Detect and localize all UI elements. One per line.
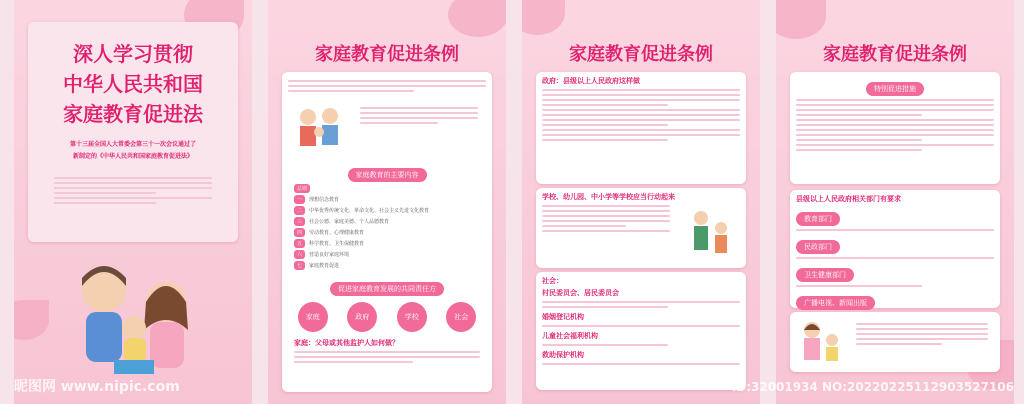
poster-subtitle-line-2: 新制定的《中华人民共和国家庭教育促进法》 bbox=[72, 153, 193, 160]
card-subheading: 村民委员会、居民委员会 bbox=[542, 289, 619, 297]
petal-decoration bbox=[522, 0, 565, 35]
card-subheading: 婚姻登记机构 bbox=[542, 313, 584, 321]
poster-panel-3 bbox=[522, 0, 760, 404]
society-card bbox=[536, 272, 746, 390]
circle-school: 学校 bbox=[397, 302, 427, 332]
content-row bbox=[294, 206, 480, 215]
row-tag: 五 bbox=[294, 239, 305, 248]
card-subheading: 儿童社会福利机构 bbox=[542, 332, 598, 340]
dept-pill-health: 卫生健康部门 bbox=[796, 268, 854, 282]
poster-panel-2 bbox=[268, 0, 506, 404]
circle-government: 政府 bbox=[347, 302, 377, 332]
row-tag: 六 bbox=[294, 250, 305, 259]
dept-pill-media: 广播电视、新闻出版 bbox=[796, 296, 875, 310]
mother-child-illustration bbox=[796, 318, 846, 366]
dept-pill-education: 教育部门 bbox=[796, 212, 840, 226]
content-card bbox=[282, 72, 492, 392]
card-heading: 县级以上人民政府相关部门有要求 bbox=[796, 195, 901, 203]
special-measures-card bbox=[790, 72, 1000, 184]
poster-panel-4 bbox=[776, 0, 1014, 404]
row-tag: 一 bbox=[294, 195, 305, 204]
row-tag: 四 bbox=[294, 228, 305, 237]
poster-title-line-3: 家庭教育促进法 bbox=[63, 102, 203, 126]
row-text: 理想信念教育 bbox=[309, 197, 340, 203]
watermark-id: ID:32001934 NO:20220225112903527106 bbox=[731, 380, 1014, 394]
row-tag: 二 bbox=[294, 206, 305, 215]
card-heading: 社会： bbox=[542, 277, 563, 285]
poster-panel-1 bbox=[14, 0, 252, 404]
section-pill: 家庭教育的主要内容 bbox=[348, 168, 427, 182]
family-reading-illustration bbox=[290, 102, 350, 152]
circle-family: 家庭 bbox=[298, 302, 328, 332]
row-text: 中华优秀传统文化、革命文化、社会主义先进文化教育 bbox=[309, 208, 430, 214]
content-row bbox=[294, 217, 480, 226]
poster-title-line-1: 深人学习贯彻 bbox=[73, 42, 193, 66]
row-text: 家庭教育促进 bbox=[309, 263, 340, 269]
government-card bbox=[536, 72, 746, 184]
question-heading: 家庭：父母或其他监护人如何做？ bbox=[294, 339, 399, 347]
family-illustration bbox=[54, 250, 214, 390]
school-card bbox=[536, 188, 746, 268]
row-text: 营造良好家庭环境 bbox=[309, 252, 350, 258]
section-pill: 促进家庭教育发展的共同责任方 bbox=[330, 282, 444, 296]
petal-decoration bbox=[448, 0, 506, 37]
content-row bbox=[294, 261, 480, 270]
content-row bbox=[294, 239, 480, 248]
content-row bbox=[294, 250, 480, 259]
row-tag: 三 bbox=[294, 217, 305, 226]
departments-card bbox=[790, 190, 1000, 308]
circle-society: 社会 bbox=[446, 302, 476, 332]
teacher-child-illustration bbox=[686, 206, 736, 258]
row-text: 社会公德、家庭美德、个人品德教育 bbox=[309, 219, 390, 225]
poster-title-line-2: 中华人民共和国 bbox=[63, 72, 203, 96]
intro-text-block bbox=[48, 174, 218, 207]
closing-card bbox=[790, 312, 1000, 372]
dept-pill-civil: 民政部门 bbox=[796, 240, 840, 254]
panel-title: 家庭教育促进条例 bbox=[569, 44, 713, 65]
panel-title: 家庭教育促进条例 bbox=[823, 44, 967, 65]
panel-title: 家庭教育促进条例 bbox=[315, 44, 459, 65]
card-heading: 政府：县级以上人民政府这样做 bbox=[542, 77, 640, 85]
card-heading: 学校、幼儿园、中小学等学校应当行动起来 bbox=[542, 193, 675, 201]
card-subheading: 救助保护机构 bbox=[542, 351, 584, 359]
row-text: 劳动教育、心理健康教育 bbox=[309, 230, 365, 236]
row-text: 科学教育、卫生保健教育 bbox=[309, 241, 365, 247]
content-row bbox=[294, 228, 480, 237]
row-tag: 总则 bbox=[294, 184, 310, 193]
poster-subtitle-line-1: 第十三届全国人大常委会第三十一次会议通过了 bbox=[69, 141, 196, 148]
row-tag: 七 bbox=[294, 261, 305, 270]
petal-decoration bbox=[776, 0, 826, 39]
content-row bbox=[294, 184, 480, 193]
watermark-site: 昵图网 www.nipic.com bbox=[14, 379, 180, 395]
responsibility-circles bbox=[288, 302, 486, 332]
petal-decoration bbox=[14, 300, 49, 340]
section-pill: 特别促进措施 bbox=[866, 82, 924, 96]
content-row bbox=[294, 195, 480, 204]
intro-card bbox=[28, 22, 238, 242]
